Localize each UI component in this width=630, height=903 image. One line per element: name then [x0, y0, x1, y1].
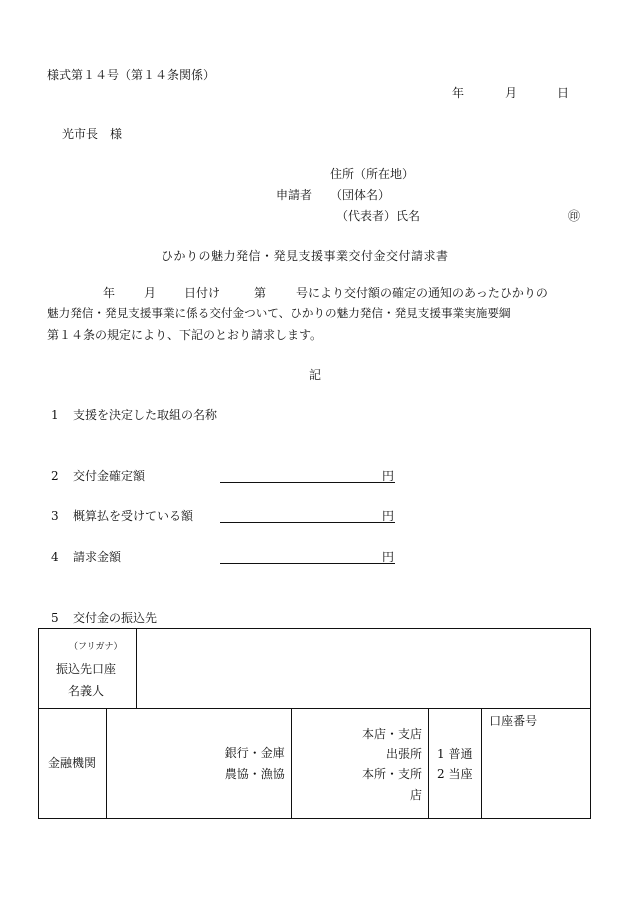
item-3-label: 概算払を受けている額 — [73, 509, 194, 523]
body-day: 日付け — [184, 286, 221, 300]
item-1-label: 支援を決定した取組の名称 — [73, 408, 218, 422]
institution-label: 金融機関 — [48, 756, 97, 770]
applicant-label: 申請者 — [276, 188, 313, 202]
seal-mark: ㊞ — [568, 209, 581, 223]
item-4-unit: 円 — [382, 550, 395, 564]
body-month: 月 — [144, 286, 157, 300]
branch-type-4: 店 — [410, 788, 423, 802]
bank-type-1: 銀行・金庫 — [224, 746, 285, 760]
date-year-label: 年 — [452, 86, 465, 100]
body-line3: 第１４条の規定により、下記のとおり請求します。 — [47, 328, 323, 342]
bank-type-2: 農協・漁協 — [224, 767, 285, 781]
representative-name-label: （代表者）氏名 — [336, 209, 421, 223]
item-4-number: 4 — [51, 550, 59, 564]
group-name-label: （団体名） — [330, 188, 391, 202]
item-1-number: 1 — [51, 408, 59, 422]
bank-name-input[interactable] — [107, 709, 292, 819]
branch-type-2: 出張所 — [386, 747, 423, 761]
account-type-1: 1 普通 — [437, 747, 473, 761]
account-holder-label-2: 名義人 — [68, 684, 105, 698]
item-2-unit: 円 — [382, 469, 395, 483]
form-number: 様式第１４号（第１４条関係） — [47, 68, 216, 82]
account-number-cell[interactable] — [482, 709, 591, 819]
item-2-number: 2 — [51, 469, 59, 483]
item-4-amount-line[interactable] — [220, 563, 395, 564]
item-5-label: 交付金の振込先 — [73, 611, 158, 625]
item-5-number: 5 — [51, 611, 59, 625]
bank-transfer-table — [38, 628, 591, 819]
body-year: 年 — [103, 286, 116, 300]
body-line1-rest: 号により交付額の確定の通知のあったひかりの — [296, 286, 548, 300]
branch-type-1: 本店・支店 — [362, 727, 423, 741]
date-month-label: 月 — [505, 86, 518, 100]
branch-name-input[interactable] — [291, 709, 428, 819]
account-holder-label-1: 振込先口座 — [56, 662, 117, 676]
item-3-amount-line[interactable] — [220, 522, 395, 523]
account-holder-label-cell — [39, 629, 137, 709]
item-4-label: 請求金額 — [73, 550, 122, 564]
branch-type-3: 本所・支所 — [362, 767, 423, 781]
item-3-number: 3 — [51, 509, 59, 523]
item-3-unit: 円 — [382, 509, 395, 523]
item-2-label: 交付金確定額 — [73, 469, 146, 483]
account-holder-input[interactable] — [137, 629, 591, 709]
furigana-label: （フリガナ） — [69, 642, 123, 652]
body-line2: 魅力発信・発見支援事業に係る交付金ついて、ひかりの魅力発信・発見支援事業実施要綱 — [47, 306, 511, 320]
account-type-2: 2 当座 — [437, 767, 473, 781]
account-number-label: 口座番号 — [489, 714, 538, 728]
account-type-cell[interactable] — [429, 709, 482, 819]
addressee: 光市長 様 — [62, 127, 123, 141]
ki-heading: 記 — [309, 368, 322, 382]
body-dai: 第 — [254, 286, 267, 300]
date-day-label: 日 — [557, 86, 570, 100]
item-2-amount-line[interactable] — [220, 482, 395, 483]
document-title: ひかりの魅力発信・発見支援事業交付金交付請求書 — [161, 249, 449, 263]
institution-label-cell — [39, 709, 107, 819]
address-label: 住所（所在地） — [330, 167, 415, 181]
